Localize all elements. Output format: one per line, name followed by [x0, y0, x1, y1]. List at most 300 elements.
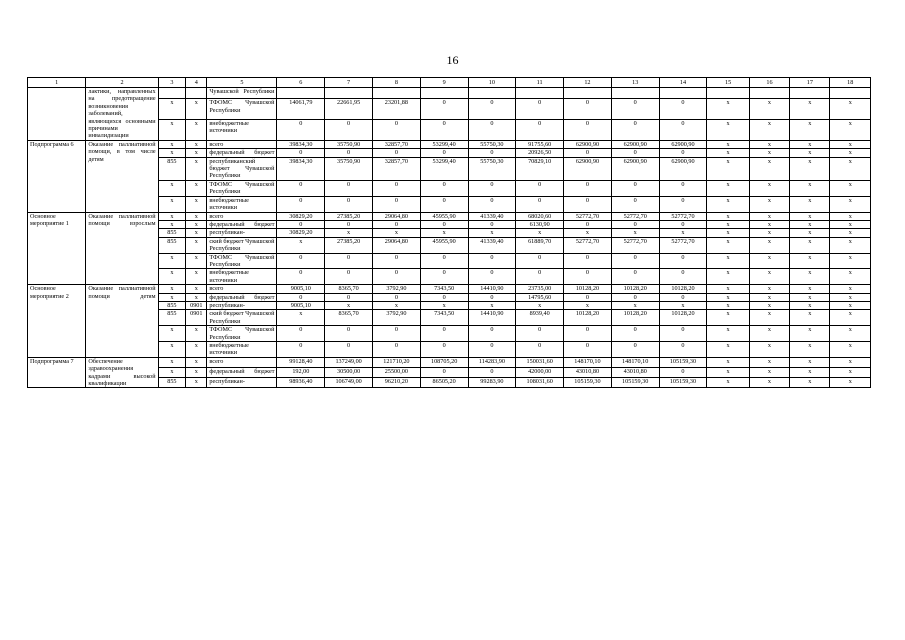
x-cell: х: [749, 368, 789, 378]
x-cell: х: [707, 119, 749, 140]
grbs-code: х: [158, 99, 186, 120]
column-number: 16: [749, 78, 789, 88]
x-cell: х: [707, 149, 749, 157]
column-number: 13: [611, 78, 659, 88]
table-row: [28, 285, 871, 293]
grbs-code: 855: [158, 237, 186, 253]
section-code: х: [186, 253, 207, 269]
section-code: х: [186, 368, 207, 378]
x-cell: х: [749, 229, 789, 237]
column-number: 5: [207, 78, 277, 88]
amount-cell: 27385,20: [325, 212, 373, 220]
amount-cell: 10128,20: [564, 310, 612, 326]
column-number: 12: [564, 78, 612, 88]
x-cell: х: [790, 99, 830, 120]
x-cell: х: [749, 357, 789, 367]
amount-cell: 0: [325, 180, 373, 196]
amount-cell: 0: [420, 99, 468, 120]
amount-cell: 0: [516, 269, 564, 285]
funding-source: всего: [207, 140, 277, 148]
funding-source: федеральный бюджет: [207, 293, 277, 301]
amount-cell: 14061,79: [277, 99, 325, 120]
x-cell: х: [830, 326, 871, 342]
x-cell: х: [790, 180, 830, 196]
amount-cell: х: [277, 310, 325, 326]
amount-cell: х: [564, 301, 612, 309]
x-cell: х: [749, 196, 789, 212]
amount-cell: 0: [325, 342, 373, 358]
x-cell: х: [707, 285, 749, 293]
x-cell: х: [707, 99, 749, 120]
amount-cell: 0: [611, 119, 659, 140]
x-cell: х: [749, 149, 789, 157]
grbs-code: [158, 88, 186, 99]
x-cell: х: [790, 301, 830, 309]
amount-cell: 3792,90: [372, 285, 420, 293]
x-cell: х: [749, 301, 789, 309]
amount-cell: 14410,90: [468, 310, 516, 326]
amount-cell: 106749,00: [325, 378, 373, 388]
x-cell: х: [830, 357, 871, 367]
section-code: х: [186, 180, 207, 196]
amount-cell: 68020,60: [516, 212, 564, 220]
x-cell: х: [830, 119, 871, 140]
table-row: [28, 212, 871, 220]
amount-cell: 0: [659, 253, 707, 269]
table-row: [28, 88, 871, 99]
x-cell: х: [707, 326, 749, 342]
amount-cell: 0: [659, 293, 707, 301]
amount-cell: х: [611, 301, 659, 309]
amount-cell: 0: [516, 119, 564, 140]
program-name: Основное мероприятие 2: [28, 285, 86, 358]
amount-cell: 0: [611, 269, 659, 285]
program-name: Основное мероприятие 1: [28, 212, 86, 285]
amount-cell: 0: [420, 196, 468, 212]
amount-cell: 10128,20: [611, 310, 659, 326]
x-cell: х: [790, 149, 830, 157]
amount-cell: 0: [659, 119, 707, 140]
amount-cell: 0: [325, 196, 373, 212]
amount-cell: 0: [564, 180, 612, 196]
amount-cell: х: [420, 229, 468, 237]
amount-cell: 0: [468, 326, 516, 342]
amount-cell: х: [372, 301, 420, 309]
x-cell: х: [749, 285, 789, 293]
amount-cell: х: [325, 229, 373, 237]
x-cell: х: [830, 140, 871, 148]
amount-cell: 0: [372, 326, 420, 342]
section-code: х: [186, 326, 207, 342]
amount-cell: 0: [468, 220, 516, 228]
amount-cell: 0: [611, 180, 659, 196]
amount-cell: 62900,90: [659, 157, 707, 180]
amount-cell: 30829,20: [277, 229, 325, 237]
grbs-code: 855: [158, 378, 186, 388]
program-description: Оказание паллиативной помощи детям: [86, 285, 158, 358]
funding-source: федеральный бюджет: [207, 149, 277, 157]
amount-cell: [659, 88, 707, 99]
section-code: х: [186, 220, 207, 228]
amount-cell: 0: [516, 326, 564, 342]
funding-source: всего: [207, 212, 277, 220]
amount-cell: 30500,00: [325, 368, 373, 378]
amount-cell: 99128,40: [277, 357, 325, 367]
amount-cell: 105159,30: [659, 378, 707, 388]
amount-cell: 0: [564, 326, 612, 342]
amount-cell: 0: [420, 342, 468, 358]
table-row: [28, 357, 871, 367]
amount-cell: 0: [372, 293, 420, 301]
x-cell: х: [830, 237, 871, 253]
x-cell: х: [707, 342, 749, 358]
amount-cell: х: [372, 229, 420, 237]
amount-cell: 192,00: [277, 368, 325, 378]
amount-cell: х: [277, 237, 325, 253]
x-cell: х: [707, 196, 749, 212]
funding-source: федеральный бюджет: [207, 220, 277, 228]
amount-cell: [516, 88, 564, 99]
amount-cell: 23201,88: [372, 99, 420, 120]
section-code: х: [186, 140, 207, 148]
amount-cell: 29064,80: [372, 212, 420, 220]
amount-cell: 52772,70: [611, 212, 659, 220]
amount-cell: 10128,20: [659, 285, 707, 293]
x-cell: х: [790, 220, 830, 228]
amount-cell: 10128,20: [564, 285, 612, 293]
amount-cell: 0: [277, 149, 325, 157]
amount-cell: х: [516, 229, 564, 237]
section-code: х: [186, 269, 207, 285]
amount-cell: 70829,10: [516, 157, 564, 180]
amount-cell: 0: [611, 293, 659, 301]
amount-cell: 0: [420, 119, 468, 140]
amount-cell: 0: [611, 196, 659, 212]
amount-cell: 52772,70: [611, 237, 659, 253]
section-code: 0901: [186, 310, 207, 326]
amount-cell: 0: [277, 253, 325, 269]
amount-cell: 0: [277, 269, 325, 285]
amount-cell: 86505,20: [420, 378, 468, 388]
amount-cell: 0: [420, 269, 468, 285]
x-cell: х: [790, 140, 830, 148]
amount-cell: х: [468, 301, 516, 309]
amount-cell: 0: [420, 220, 468, 228]
amount-cell: 0: [372, 253, 420, 269]
funding-source: ТФОМС Чувашской Республики: [207, 326, 277, 342]
amount-cell: 0: [325, 293, 373, 301]
amount-cell: 8365,70: [325, 285, 373, 293]
x-cell: х: [830, 180, 871, 196]
grbs-code: х: [158, 285, 186, 293]
x-cell: х: [749, 378, 789, 388]
amount-cell: 52772,70: [659, 237, 707, 253]
x-cell: [790, 88, 830, 99]
section-code: [186, 88, 207, 99]
amount-cell: 0: [468, 269, 516, 285]
amount-cell: 0: [325, 269, 373, 285]
amount-cell: 0: [372, 269, 420, 285]
x-cell: х: [707, 253, 749, 269]
column-number: 6: [277, 78, 325, 88]
x-cell: х: [830, 310, 871, 326]
amount-cell: 0: [659, 342, 707, 358]
amount-cell: 0: [564, 269, 612, 285]
x-cell: х: [707, 237, 749, 253]
x-cell: х: [790, 196, 830, 212]
amount-cell: 0: [372, 342, 420, 358]
column-number: 1: [28, 78, 86, 88]
amount-cell: 0: [659, 149, 707, 157]
grbs-code: 855: [158, 229, 186, 237]
x-cell: х: [790, 212, 830, 220]
amount-cell: 43010,80: [611, 368, 659, 378]
amount-cell: х: [516, 301, 564, 309]
amount-cell: 0: [277, 293, 325, 301]
amount-cell: 105159,30: [564, 378, 612, 388]
amount-cell: 39834,30: [277, 140, 325, 148]
amount-cell: 91755,60: [516, 140, 564, 148]
amount-cell: 0: [277, 180, 325, 196]
section-code: х: [186, 229, 207, 237]
x-cell: х: [790, 119, 830, 140]
amount-cell: 0: [468, 293, 516, 301]
amount-cell: 0: [516, 196, 564, 212]
grbs-code: х: [158, 119, 186, 140]
amount-cell: 0: [659, 180, 707, 196]
amount-cell: 52772,70: [564, 212, 612, 220]
column-number: 8: [372, 78, 420, 88]
amount-cell: 41339,40: [468, 237, 516, 253]
amount-cell: 0: [325, 253, 373, 269]
amount-cell: 0: [372, 180, 420, 196]
amount-cell: 137249,00: [325, 357, 373, 367]
amount-cell: 0: [659, 269, 707, 285]
amount-cell: 39834,30: [277, 157, 325, 180]
funding-source: внебюджетные источники: [207, 196, 277, 212]
section-code: х: [186, 212, 207, 220]
program-description: Обеспечение здравоохранения кадрами высокой квалификации: [86, 357, 158, 388]
x-cell: х: [749, 157, 789, 180]
funding-source: внебюджетные источники: [207, 269, 277, 285]
amount-cell: 0: [516, 342, 564, 358]
funding-source: федеральный бюджет: [207, 368, 277, 378]
x-cell: х: [830, 196, 871, 212]
section-code: х: [186, 196, 207, 212]
column-number: 3: [158, 78, 186, 88]
section-code: х: [186, 99, 207, 120]
x-cell: х: [790, 326, 830, 342]
amount-cell: 105159,30: [659, 357, 707, 367]
amount-cell: 0: [468, 180, 516, 196]
amount-cell: х: [468, 229, 516, 237]
funding-source: всего: [207, 357, 277, 367]
amount-cell: 105159,30: [611, 378, 659, 388]
grbs-code: х: [158, 368, 186, 378]
amount-cell: 8365,70: [325, 310, 373, 326]
x-cell: х: [749, 99, 789, 120]
x-cell: х: [830, 149, 871, 157]
x-cell: х: [749, 140, 789, 148]
x-cell: х: [790, 368, 830, 378]
x-cell: х: [707, 157, 749, 180]
x-cell: х: [707, 357, 749, 367]
grbs-code: х: [158, 293, 186, 301]
grbs-code: х: [158, 212, 186, 220]
amount-cell: 96210,20: [372, 378, 420, 388]
amount-cell: 53299,40: [420, 140, 468, 148]
x-cell: [749, 88, 789, 99]
x-cell: х: [830, 157, 871, 180]
grbs-code: х: [158, 140, 186, 148]
amount-cell: 41339,40: [468, 212, 516, 220]
amount-cell: 0: [659, 326, 707, 342]
funding-source: республикан-: [207, 301, 277, 309]
amount-cell: х: [659, 229, 707, 237]
funding-source: ский бюджет Чувашской Республики: [207, 310, 277, 326]
x-cell: х: [749, 220, 789, 228]
section-code: х: [186, 237, 207, 253]
amount-cell: 0: [468, 149, 516, 157]
x-cell: х: [830, 368, 871, 378]
amount-cell: х: [611, 229, 659, 237]
amount-cell: 9005,10: [277, 285, 325, 293]
x-cell: х: [790, 378, 830, 388]
x-cell: х: [790, 157, 830, 180]
amount-cell: 0: [372, 220, 420, 228]
amount-cell: 0: [659, 220, 707, 228]
budget-table: [27, 77, 871, 388]
amount-cell: 52772,70: [564, 237, 612, 253]
x-cell: х: [790, 310, 830, 326]
amount-cell: [420, 88, 468, 99]
column-number: 2: [86, 78, 158, 88]
amount-cell: 0: [468, 342, 516, 358]
funding-source: всего: [207, 285, 277, 293]
x-cell: х: [707, 212, 749, 220]
table-row: [28, 140, 871, 148]
amount-cell: 55750,30: [468, 157, 516, 180]
section-code: х: [186, 157, 207, 180]
amount-cell: 62900,90: [611, 140, 659, 148]
x-cell: х: [749, 180, 789, 196]
grbs-code: х: [158, 149, 186, 157]
amount-cell: 0: [325, 119, 373, 140]
amount-cell: 32857,70: [372, 157, 420, 180]
x-cell: х: [830, 99, 871, 120]
amount-cell: 0: [468, 99, 516, 120]
x-cell: х: [830, 285, 871, 293]
grbs-code: х: [158, 342, 186, 358]
column-number: 14: [659, 78, 707, 88]
amount-cell: [325, 88, 373, 99]
x-cell: х: [790, 285, 830, 293]
section-code: х: [186, 119, 207, 140]
funding-source: внебюджетные источники: [207, 342, 277, 358]
funding-source: республикан-: [207, 229, 277, 237]
amount-cell: 0: [277, 220, 325, 228]
section-code: х: [186, 357, 207, 367]
section-code: х: [186, 378, 207, 388]
x-cell: х: [830, 253, 871, 269]
amount-cell: 0: [611, 253, 659, 269]
x-cell: [830, 88, 871, 99]
grbs-code: х: [158, 253, 186, 269]
amount-cell: [468, 88, 516, 99]
amount-cell: 35750,90: [325, 157, 373, 180]
x-cell: х: [707, 180, 749, 196]
x-cell: х: [830, 342, 871, 358]
x-cell: х: [830, 378, 871, 388]
amount-cell: 0: [325, 326, 373, 342]
section-code: 0901: [186, 301, 207, 309]
x-cell: х: [707, 220, 749, 228]
amount-cell: 0: [611, 220, 659, 228]
amount-cell: 0: [420, 326, 468, 342]
x-cell: х: [707, 368, 749, 378]
x-cell: х: [790, 229, 830, 237]
funding-source: Чувашской Республики: [207, 88, 277, 99]
amount-cell: 25500,00: [372, 368, 420, 378]
column-number: 15: [707, 78, 749, 88]
amount-cell: 0: [564, 342, 612, 358]
amount-cell: 0: [564, 196, 612, 212]
grbs-code: х: [158, 326, 186, 342]
x-cell: х: [790, 237, 830, 253]
column-number: 10: [468, 78, 516, 88]
amount-cell: 0: [277, 342, 325, 358]
amount-cell: 27385,20: [325, 237, 373, 253]
x-cell: х: [830, 229, 871, 237]
x-cell: х: [830, 212, 871, 220]
column-number: 9: [420, 78, 468, 88]
amount-cell: [372, 88, 420, 99]
amount-cell: [277, 88, 325, 99]
grbs-code: х: [158, 357, 186, 367]
x-cell: х: [749, 237, 789, 253]
x-cell: х: [830, 301, 871, 309]
amount-cell: 14410,90: [468, 285, 516, 293]
amount-cell: 45955,90: [420, 212, 468, 220]
amount-cell: 0: [611, 99, 659, 120]
amount-cell: 35750,90: [325, 140, 373, 148]
amount-cell: 0: [420, 149, 468, 157]
amount-cell: 0: [325, 220, 373, 228]
column-number: 18: [830, 78, 871, 88]
amount-cell: х: [420, 301, 468, 309]
amount-cell: 55750,30: [468, 140, 516, 148]
section-code: х: [186, 149, 207, 157]
column-number: 4: [186, 78, 207, 88]
amount-cell: 98936,40: [277, 378, 325, 388]
amount-cell: 10128,20: [659, 310, 707, 326]
amount-cell: 53299,40: [420, 157, 468, 180]
amount-cell: 29064,80: [372, 237, 420, 253]
amount-cell: 52772,70: [659, 212, 707, 220]
grbs-code: х: [158, 220, 186, 228]
amount-cell: 0: [564, 149, 612, 157]
x-cell: х: [749, 326, 789, 342]
grbs-code: 855: [158, 157, 186, 180]
x-cell: х: [790, 253, 830, 269]
amount-cell: 0: [277, 196, 325, 212]
funding-source: ский бюджет Чувашской Республики: [207, 237, 277, 253]
amount-cell: 0: [468, 119, 516, 140]
amount-cell: 148170,10: [564, 357, 612, 367]
amount-cell: 0: [659, 99, 707, 120]
amount-cell: 0: [516, 99, 564, 120]
amount-cell: 108031,60: [516, 378, 564, 388]
